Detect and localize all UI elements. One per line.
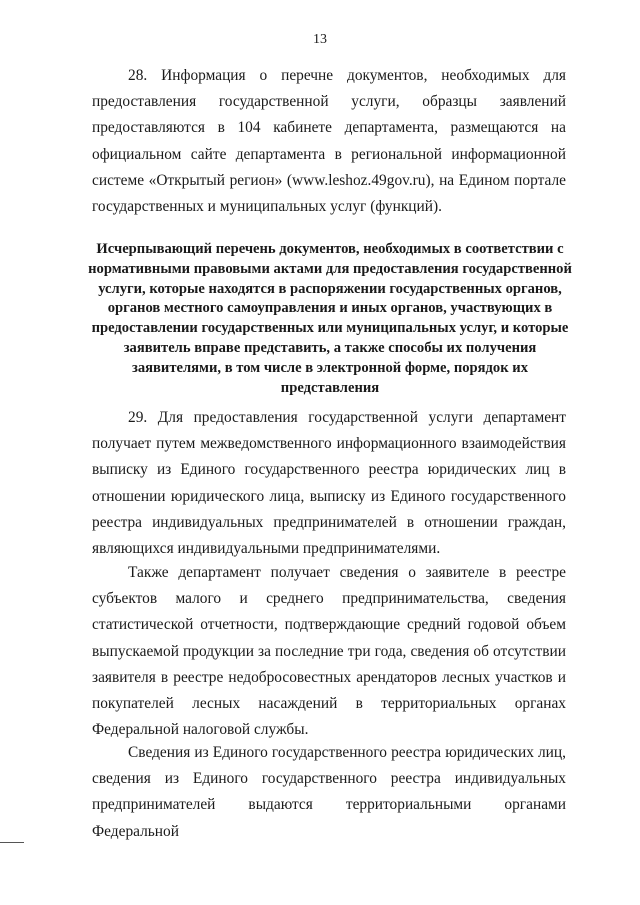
paragraph-29-also: [92, 560, 566, 743]
paragraph-29-text: 29. Для предоставления государственной услуги департамент получает путем межведомственного информационного взаимодействия выписку из Единого государственного реестра юридических лиц в отношении юридического лица, выписку из Единого государственного реестра индивидуальных предпринимателей в отношении граждан, являющихся индивидуальными предпринимателями.: [92, 409, 566, 558]
page-number: 13: [313, 32, 327, 47]
paragraph-29: [92, 405, 566, 562]
section-heading: Исчерпывающий перечень документов, необходимых в соответствии с нормативными правовыми актами для предоставления государственной услуги, которые находятся в распоряжении государственных органов, органов местного самоуправления и иных органов, участвующих в предоставлении государственных или муниципальных услуг, и которые заявитель вправе представить, а также способы их получения заявителями, в том числе в электронной форме, порядок их представления: [88, 241, 572, 396]
paragraph-29-registry: [92, 740, 566, 845]
scan-edge-mark: [0, 842, 24, 843]
paragraph-29-registry-text: Сведения из Единого государственного реестра юридических лиц, сведения из Единого государственного реестра индивидуальных предпринимателей выдаются территориальными органами Федеральной: [92, 744, 566, 840]
paragraph-29-also-text: Также департамент получает сведения о заявителе в реестре субъектов малого и среднего предпринимательства, сведения статистической отчетности, подтверждающие средний годовой объем выпускаемой продукции за последние три года, сведения об отсутствии заявителя в реестре недобросовестных арендаторов лесных участков и покупателей лесных насаждений в территориальных органах Федеральной налоговой службы.: [92, 564, 566, 739]
paragraph-28: [92, 63, 566, 220]
paragraph-28-text: 28. Информация о перечне документов, необходимых для предоставления государственной услуги, образцы заявлений предоставляются в 104 кабинете департамента, размещаются на официальном сайте департамента в региональной информационной системе «Открытый регион» (www.leshoz.49gov.ru), на Едином портале государственных и муниципальных услуг (функций).: [92, 67, 566, 216]
